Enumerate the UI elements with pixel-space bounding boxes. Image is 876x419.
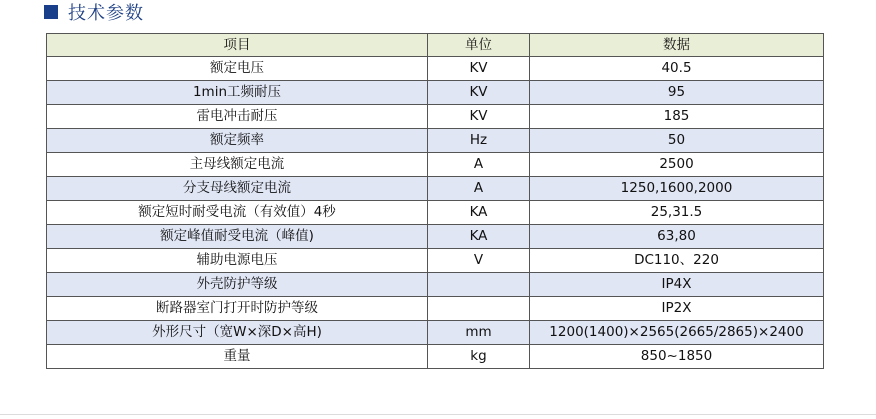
cell-unit: KV	[428, 57, 530, 81]
cell-unit: kg	[428, 345, 530, 369]
table-row	[47, 105, 824, 129]
cell-item: 重量	[47, 345, 428, 369]
cell-unit: KV	[428, 105, 530, 129]
cell-data: 25,31.5	[530, 201, 824, 225]
cell-item: 额定峰值耐受电流（峰值)	[47, 225, 428, 249]
table-row	[47, 297, 824, 321]
table-row	[47, 81, 824, 105]
cell-unit: Hz	[428, 129, 530, 153]
cell-unit: KA	[428, 201, 530, 225]
cell-item: 额定电压	[47, 57, 428, 81]
cell-unit: KV	[428, 81, 530, 105]
table-row	[47, 225, 824, 249]
cell-unit: V	[428, 249, 530, 273]
cell-unit: mm	[428, 321, 530, 345]
cell-data: 1250,1600,2000	[530, 177, 824, 201]
technical-parameters-table	[46, 33, 824, 369]
table-row	[47, 177, 824, 201]
cell-data: 850~1850	[530, 345, 824, 369]
cell-data: 95	[530, 81, 824, 105]
cell-unit	[428, 297, 530, 321]
header-data: 数据	[530, 34, 824, 57]
header-item: 项目	[47, 34, 428, 57]
cell-data: DC110、220	[530, 249, 824, 273]
table-row	[47, 57, 824, 81]
cell-item: 断路器室门打开时防护等级	[47, 297, 428, 321]
cell-item: 雷电冲击耐压	[47, 105, 428, 129]
cell-unit: A	[428, 177, 530, 201]
table-row	[47, 129, 824, 153]
table-row	[47, 345, 824, 369]
cell-data: 185	[530, 105, 824, 129]
cell-unit: KA	[428, 225, 530, 249]
cell-item: 主母线额定电流	[47, 153, 428, 177]
table-row	[47, 201, 824, 225]
cell-item: 1min工频耐压	[47, 81, 428, 105]
cell-item: 额定短时耐受电流（有效值）4秒	[47, 201, 428, 225]
cell-item: 辅助电源电压	[47, 249, 428, 273]
header-unit: 单位	[428, 34, 530, 57]
cell-data: 2500	[530, 153, 824, 177]
heading-square-icon	[44, 5, 58, 19]
cell-unit	[428, 273, 530, 297]
cell-data: 63,80	[530, 225, 824, 249]
section-heading	[44, 0, 144, 24]
cell-data: 1200(1400)×2565(2665/2865)×2400	[530, 321, 824, 345]
cell-data: 50	[530, 129, 824, 153]
cell-item: 额定频率	[47, 129, 428, 153]
cell-data: IP4X	[530, 273, 824, 297]
table-row	[47, 153, 824, 177]
table-row	[47, 249, 824, 273]
cell-data: 40.5	[530, 57, 824, 81]
cell-unit: A	[428, 153, 530, 177]
table-row	[47, 273, 824, 297]
section-title: 技术参数	[68, 3, 144, 24]
bottom-divider	[0, 414, 876, 415]
table-row	[47, 321, 824, 345]
cell-data: IP2X	[530, 297, 824, 321]
cell-item: 外形尺寸（宽W×深D×高H)	[47, 321, 428, 345]
table-header-row	[47, 34, 824, 57]
cell-item: 分支母线额定电流	[47, 177, 428, 201]
cell-item: 外壳防护等级	[47, 273, 428, 297]
